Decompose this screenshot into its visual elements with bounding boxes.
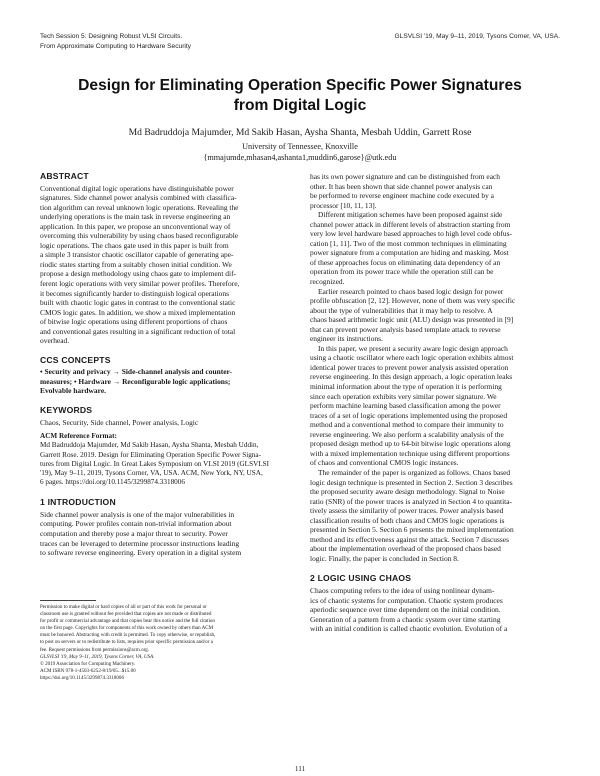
abstract-line: a simple 3 transistor chaotic oscillator capable of generating ape- [40,250,234,260]
body-line: profile obfuscation [2, 12]. However, none of them was very specific [310,296,516,306]
acm-reference-line: Md Badruddoja Majumder, Md Sakib Hasan, Aysha Shanta, Mesbah Uddin, [40,441,259,450]
body-line: about the type of vulnerabilities that it may help to resolve. A [310,305,493,315]
ccs-line: Evolvable hardware. [40,386,106,396]
body-line: Earlier research pointed to chaos based logic design for power [318,286,504,296]
footnote-rule [40,600,96,601]
intro-body [40,510,292,558]
ccs-body [40,367,292,396]
body-line: very low level hardware based approaches to high level code obfus- [310,229,512,239]
body-line: tively assess the similarity of power traces. Power analysis based [310,506,504,516]
keywords-text: Chaos, Security, Side channel, Power analysis, Logic [40,417,199,427]
abstract-line: it becomes significantly harder to distinguish logical operations [40,288,229,298]
body-line: processor [10, 11, 13]. [310,200,377,210]
abstract-body [40,184,292,346]
body-line: the proposed security aware design methodology. Signal to Noise [310,487,505,497]
abstract-line: application. In this paper, we propose an unconventional way of [40,221,231,231]
body-line: channel power attack in different levels of abstraction starting from [310,219,511,229]
body-line: cation [1, 11]. Two of the most common techniques in eliminating [310,238,507,248]
body-line: that can prevent power analysis based template attack to reverse [310,324,501,334]
logic-body [310,586,560,634]
abstract-line: built with chaotic logic gates in contrast to the conventional static [40,298,236,308]
body-line: engineer its instructions. [310,334,383,344]
running-header-left [40,32,191,52]
footnote-line: ACM ISBN 978-1-4503-6252-8/19/05...$15.00 [40,667,136,674]
footnote-line: GLSVLSI '19, May 9–11, 2019, Tysons Corner, VA, USA. [40,653,155,660]
footnote-line: classroom use is granted without fee provided that copies are not made or distributed [40,611,212,618]
abstract-line: tion algorithm can reveal unknown logic operations. Revealing the [40,202,239,212]
body-line: presented in Section 5. Section 6 presents the mixed implementation [310,525,514,535]
right-column [310,172,560,634]
paper-title [0,76,600,116]
acm-reference-body [40,441,292,487]
header-left-line1: Tech Session 5: Designing Robust VLSI Circuits. [40,33,183,40]
footnote-line: Permission to make digital or hard copies of all or part of this work for personal or [40,604,207,610]
acm-reference-line: '19), May 9–11, 2019, Tysons Corner, VA, USA. ACM, New York, NY, USA, [40,468,263,477]
abstract-line: underlying operations is the main task in reverse engineering an [40,212,231,222]
abstract-line: ferent logic operations with very similar power profiles. Therefore, [40,279,240,289]
body-line: method and its effectiveness against the attack. Section 7 discusses [310,534,509,544]
abstract-line: overhead. [40,336,70,346]
logic-heading: 2 LOGIC USING CHAOS [310,573,412,584]
acm-reference-line: 6 pages. https://doi.org/10.1145/3299874.3318006 [40,478,185,487]
abstract-line: Conventional digital logic operations have distinguishable power [40,183,234,193]
header-left-line2: From Approximate Computing to Hardware Security [40,43,191,50]
running-header-right: GLSVLSI '19, May 9–11, 2019, Tysons Corner, VA, USA. [394,33,560,40]
body-line: logic. Finally, the paper is concluded in Section 8. [310,553,459,563]
footnote-line: must be honored. Abstracting with credit is permitted. To copy otherwise, or republish, [40,632,216,639]
author-emails: {mmajumde,mhasan4,ashanta1,muddin6,garose}@utk.edu [203,153,397,162]
ccs-line: measures; • Hardware → Reconfigurable logic applications; [40,376,231,386]
body-line: traces of a set of logic operations implemented using the proposed [310,410,508,420]
logic-line: ics of chaotic systems for computation. Chaotic system produces [310,595,503,605]
body-line: operation from its power trace while the operation still can be [310,267,494,277]
body-line: chaos based arithmetic logic unit (ALU) design was presented in [9] [310,315,514,325]
intro-line: computing. Power profiles contain non-trivial information about [40,519,232,529]
body-line: of chaos and conventional CMOS logic instances. [310,458,459,468]
abstract-line: overcoming this vulnerability by using chaos based reconfigurable [40,231,239,241]
body-line: The remainder of the paper is organized as follows. Chaos based [318,467,511,477]
body-line: reverse engineering. In this design approach, a logic operation leaks [310,372,513,382]
title-line-1: Design for Eliminating Operation Specific Power Signatures [78,77,522,94]
affiliation: University of Tennessee, Knoxville [242,142,358,151]
footnote-line: https://doi.org/10.1145/3299874.3318006 [40,674,124,681]
page-number: 111 [294,765,306,773]
abstract-line: propose a design methodology using chaos gate to implement dif- [40,269,237,279]
body-line: perform machine learning based classification among the power [310,401,501,411]
author-list: Md Badruddoja Majumder, Md Sakib Hasan, Aysha Shanta, Mesbah Uddin, Garrett Rose [128,127,472,138]
acm-reference [40,432,292,487]
body-line: Different mitigation schemes have been proposed against side [318,210,503,220]
logic-line: aperiodic sequence over time dependent on the initial condition. [310,605,501,615]
body-line: other. It has been shown that side channel power analysis can [310,181,493,191]
acm-reference-line: tures from Digital Logic. In Great Lakes Symposium on VLSI 2019 (GLSVLSI [40,459,270,468]
body-line: be performed to reverse engineer machine code executed by a [310,191,494,201]
intro-line: computation and thereby pose a major threat to security. Power [40,528,228,538]
body-line: recognized. [310,277,345,287]
abstract-line: logic operations. The chaos gate used in this paper is built from [40,240,229,250]
footnote-line: © 2019 Association for Computing Machinery. [40,660,136,667]
abstract-heading: ABSTRACT [40,171,89,181]
body-line: logic design technique is presented in Section 2. Section 3 describes [310,477,513,487]
footnote-line: for profit or commercial advantage and that copies bear this notice and the full citation [40,618,215,625]
body-line: of these approaches focus on eliminating data dependency of an [310,257,501,267]
acm-reference-label: ACM Reference Format: [40,432,117,441]
footnote-line: to post on servers or to redistribute to lists, requires prior specific permission and/or a [40,639,213,646]
body-line: since each operation exhibits very similar power signature. We [310,391,497,401]
intro-heading: 1 INTRODUCTION [40,497,116,508]
ccs-line: • Security and privacy → Side-channel analysis and counter- [40,367,232,377]
logic-line: with an initial condition is called chaotic evolution. Evolution of a [310,624,508,634]
abstract-line: riodic states starting from a suitably chosen initial condition. We [40,259,232,269]
body-line: has its own power signature and can be distinguished from each [310,172,501,181]
intro-line: to software reverse engineering. Every operation in a digital system [40,548,242,558]
abstract-line: CMOS logic gates. In addition, we show a mixed implementation [40,307,236,317]
ccs-heading: CCS CONCEPTS [40,354,111,365]
intro-line: traces can be leveraged to determine processor instructions leading [40,538,240,548]
abstract-line: of bitwise logic operations using different proportions of chaos [40,317,228,327]
body-line: minimal information about the type of operation it is performing [310,382,502,392]
abstract-line: and conventional gates resulting in a significant reduction of total [40,326,236,336]
footnote-line: fee. Request permissions from permissions@acm.org. [40,646,149,653]
title-line-2: from Digital Logic [233,97,367,114]
body-line: about the implementation overhead of the proposed chaos based [310,544,501,554]
body-line: In this paper, we present a security aware logic design approach [318,343,508,353]
abstract-line: signatures. Side channel power analysis combined with classifica- [40,193,237,203]
left-column [40,172,292,558]
footnote-line: on the first page. Copyrights for components of this work owned by others than ACM [40,625,214,632]
body-line: identical power traces to prevent power analysis assisted operation [310,362,509,372]
body-line: reverse engineering. We also perform a scalability analysis of the [310,429,504,439]
body-line: proposed design method up to 64-bit bitwise logic operations along [310,439,511,449]
body-line: using a chaotic oscillator where each logic operation exhibits almost [310,353,514,363]
body-line: ratio (SNR) of the power traces is analyzed in Section 4 to quantita- [310,496,512,506]
body-line: with a mixed implementation technique using different proportions [310,448,510,458]
body-line: power signature from a computation are hiding and masking. Most [310,248,509,258]
acm-reference-line: Garrett Rose. 2019. Design for Eliminating Operation Specific Power Signa- [40,450,261,459]
body-line: method and a conventional method to compare their immunity to [310,420,504,430]
keywords-heading: KEYWORDS [40,405,93,416]
right-column-body [310,172,560,563]
logic-line: Generation of a pattern from a chaotic system over time starting [310,614,501,624]
logic-line: Chaos computing refers to the idea of using nonlinear dynam- [310,585,495,595]
permission-footnote [40,604,296,682]
intro-line: Side channel power analysis is one of the major vulnerabilities in [40,509,235,519]
body-line: classification results of both chaos and CMOS logic operations is [310,515,505,525]
